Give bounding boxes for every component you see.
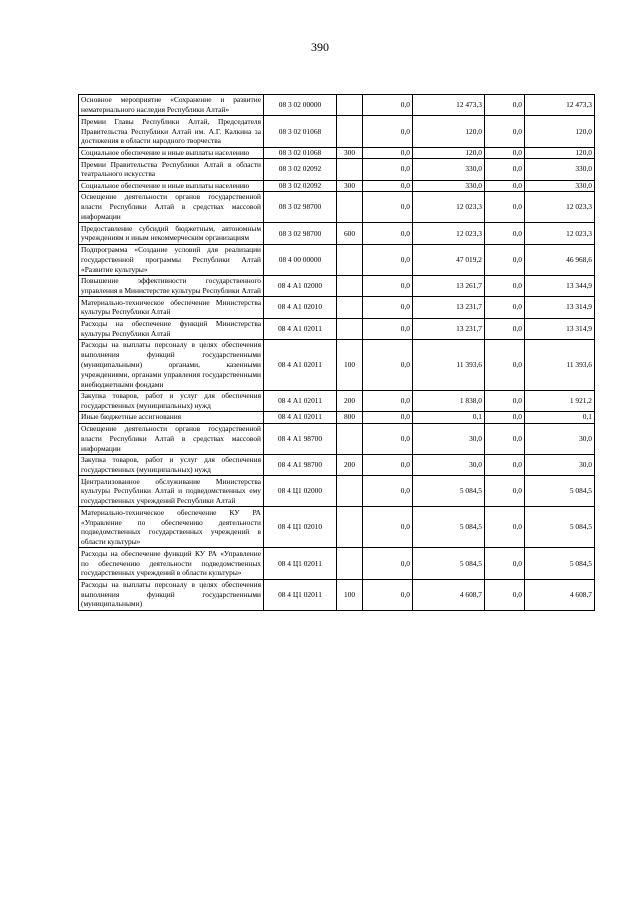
table-row	[79, 454, 595, 475]
amount-cell-2: 1 838,0	[413, 390, 485, 411]
page-number: 390	[311, 40, 329, 54]
amount-cell-2: 12 473,3	[413, 95, 485, 116]
amount-cell-3: 0,0	[485, 548, 525, 579]
expense-name-cell: Социальное обеспечение и иные выплаты населению	[79, 180, 264, 192]
expense-name-cell: Централизованное обслуживание Министерства культуры Республики Алтай и подведомственных ему государственных учреждений Республики Алтай	[79, 476, 264, 507]
target-article-code-cell: 08 4 А1 02011	[264, 339, 337, 390]
expense-type-code-cell	[337, 548, 363, 579]
amount-cell-1: 0,0	[363, 454, 413, 475]
amount-cell-1: 0,0	[363, 159, 413, 180]
expense-type-code-cell: 300	[337, 147, 363, 159]
amount-cell-3: 0,0	[485, 275, 525, 296]
amount-cell-3: 0,0	[485, 192, 525, 223]
expense-type-code-cell	[337, 159, 363, 180]
expense-type-code-cell	[337, 476, 363, 507]
amount-cell-1: 0,0	[363, 318, 413, 339]
amount-cell-3: 0,0	[485, 223, 525, 244]
amount-cell-4: 1 921,2	[525, 390, 595, 411]
table-row	[79, 390, 595, 411]
budget-table	[78, 94, 595, 611]
target-article-code-cell: 08 4 А1 02011	[264, 390, 337, 411]
amount-cell-1: 0,0	[363, 548, 413, 579]
target-article-code-cell: 08 3 02 98700	[264, 192, 337, 223]
amount-cell-1: 0,0	[363, 507, 413, 548]
amount-cell-4: 330,0	[525, 159, 595, 180]
target-article-code-cell: 08 3 02 00000	[264, 95, 337, 116]
amount-cell-4: 5 084,5	[525, 507, 595, 548]
table-row	[79, 412, 595, 424]
expense-type-code-cell: 800	[337, 412, 363, 424]
target-article-code-cell: 08 4 А1 98700	[264, 423, 337, 454]
expense-type-code-cell: 600	[337, 223, 363, 244]
target-article-code-cell: 08 4 Ц1 02000	[264, 476, 337, 507]
expense-type-code-cell	[337, 423, 363, 454]
amount-cell-1: 0,0	[363, 223, 413, 244]
target-article-code-cell: 08 3 02 01068	[264, 116, 337, 147]
expense-name-cell: Подпрограмма «Создание условий для реализации государственной программы Республики Алтай «Развитие культуры»	[79, 244, 264, 275]
amount-cell-1: 0,0	[363, 180, 413, 192]
expense-name-cell: Материально-техническое обеспечение Министерства культуры Республики Алтай	[79, 297, 264, 318]
amount-cell-2: 13 231,7	[413, 297, 485, 318]
expense-type-code-cell	[337, 297, 363, 318]
expense-name-cell: Иные бюджетные ассигнования	[79, 412, 264, 424]
expense-name-cell: Расходы на обеспечение функций Министерства культуры Республики Алтай	[79, 318, 264, 339]
amount-cell-4: 30,0	[525, 423, 595, 454]
table-row	[79, 275, 595, 296]
expense-type-code-cell	[337, 318, 363, 339]
amount-cell-4: 120,0	[525, 147, 595, 159]
expense-type-code-cell: 300	[337, 180, 363, 192]
target-article-code-cell: 08 4 Ц1 02011	[264, 548, 337, 579]
table-row	[79, 548, 595, 579]
amount-cell-2: 4 608,7	[413, 579, 485, 610]
table-row	[79, 244, 595, 275]
expense-type-code-cell: 100	[337, 579, 363, 610]
expense-name-cell: Расходы на выплаты персоналу в целях обеспечения выполнения функций государственными (муниципальными) органами, казенными учреждениями, органами управления государственными внебюджетными фондами	[79, 339, 264, 390]
amount-cell-1: 0,0	[363, 339, 413, 390]
amount-cell-4: 46 968,6	[525, 244, 595, 275]
table-row	[79, 192, 595, 223]
amount-cell-4: 4 608,7	[525, 579, 595, 610]
target-article-code-cell: 08 4 Ц1 02011	[264, 579, 337, 610]
table-row	[79, 297, 595, 318]
amount-cell-3: 0,0	[485, 297, 525, 318]
amount-cell-1: 0,0	[363, 244, 413, 275]
amount-cell-3: 0,0	[485, 180, 525, 192]
amount-cell-4: 5 084,5	[525, 548, 595, 579]
expense-name-cell: Освещение деятельности органов государственной власти Республики Алтай в средствах массовой информации	[79, 423, 264, 454]
amount-cell-2: 12 023,3	[413, 192, 485, 223]
table-row	[79, 116, 595, 147]
amount-cell-3: 0,0	[485, 159, 525, 180]
amount-cell-1: 0,0	[363, 275, 413, 296]
amount-cell-1: 0,0	[363, 192, 413, 223]
table-row	[79, 159, 595, 180]
target-article-code-cell: 08 4 Ц1 02010	[264, 507, 337, 548]
amount-cell-1: 0,0	[363, 116, 413, 147]
expense-name-cell: Материально-техническое обеспечение КУ РА «Управление по обеспечению деятельности подведомственных государственных учреждений в области культуры»	[79, 507, 264, 548]
budget-table-body	[79, 95, 595, 611]
amount-cell-4: 120,0	[525, 116, 595, 147]
expense-type-code-cell	[337, 244, 363, 275]
amount-cell-4: 12 023,3	[525, 192, 595, 223]
expense-name-cell: Расходы на выплаты персоналу в целях обеспечения выполнения функций государственными (муниципальными)	[79, 579, 264, 610]
amount-cell-4: 330,0	[525, 180, 595, 192]
table-row	[79, 147, 595, 159]
amount-cell-1: 0,0	[363, 297, 413, 318]
amount-cell-2: 120,0	[413, 147, 485, 159]
amount-cell-1: 0,0	[363, 412, 413, 424]
amount-cell-3: 0,0	[485, 339, 525, 390]
amount-cell-4: 5 084,5	[525, 476, 595, 507]
amount-cell-4: 30,0	[525, 454, 595, 475]
expense-type-code-cell: 100	[337, 339, 363, 390]
target-article-code-cell: 08 3 02 02092	[264, 180, 337, 192]
expense-name-cell: Закупка товаров, работ и услуг для обеспечения государственных (муниципальных) нужд	[79, 454, 264, 475]
amount-cell-2: 120,0	[413, 116, 485, 147]
expense-type-code-cell	[337, 116, 363, 147]
expense-name-cell: Закупка товаров, работ и услуг для обеспечения государственных (муниципальных) нужд	[79, 390, 264, 411]
table-row	[79, 579, 595, 610]
amount-cell-2: 12 023,3	[413, 223, 485, 244]
amount-cell-4: 13 314,9	[525, 297, 595, 318]
amount-cell-1: 0,0	[363, 95, 413, 116]
amount-cell-2: 0,1	[413, 412, 485, 424]
amount-cell-4: 13 344,9	[525, 275, 595, 296]
target-article-code-cell: 08 4 А1 02011	[264, 318, 337, 339]
amount-cell-2: 5 084,5	[413, 476, 485, 507]
amount-cell-4: 13 314,9	[525, 318, 595, 339]
target-article-code-cell: 08 4 А1 02011	[264, 412, 337, 424]
table-row	[79, 318, 595, 339]
target-article-code-cell: 08 3 02 01068	[264, 147, 337, 159]
amount-cell-4: 12 473,3	[525, 95, 595, 116]
expense-type-code-cell: 200	[337, 390, 363, 411]
amount-cell-2: 47 019,2	[413, 244, 485, 275]
amount-cell-1: 0,0	[363, 390, 413, 411]
table-row	[79, 223, 595, 244]
amount-cell-2: 13 231,7	[413, 318, 485, 339]
table-row	[79, 95, 595, 116]
amount-cell-4: 12 023,3	[525, 223, 595, 244]
target-article-code-cell: 08 3 02 02092	[264, 159, 337, 180]
expense-name-cell: Премии Главы Республики Алтай, Председателя Правительства Республики Алтай им. А.Г. Калкина за достижения в области народного творчества	[79, 116, 264, 147]
amount-cell-3: 0,0	[485, 579, 525, 610]
amount-cell-3: 0,0	[485, 507, 525, 548]
amount-cell-2: 30,0	[413, 454, 485, 475]
amount-cell-3: 0,0	[485, 147, 525, 159]
table-row	[79, 339, 595, 390]
expense-type-code-cell	[337, 95, 363, 116]
amount-cell-3: 0,0	[485, 244, 525, 275]
expense-name-cell: Основное мероприятие «Сохранение и развитие нематериального наследия Республики Алтай»	[79, 95, 264, 116]
target-article-code-cell: 08 3 02 98700	[264, 223, 337, 244]
target-article-code-cell: 08 4 А1 02010	[264, 297, 337, 318]
amount-cell-3: 0,0	[485, 390, 525, 411]
amount-cell-3: 0,0	[485, 318, 525, 339]
table-row	[79, 507, 595, 548]
expense-type-code-cell	[337, 192, 363, 223]
table-row	[79, 180, 595, 192]
amount-cell-2: 11 393,6	[413, 339, 485, 390]
expense-name-cell: Премии Правительства Республики Алтай в области театрального искусства	[79, 159, 264, 180]
amount-cell-3: 0,0	[485, 95, 525, 116]
amount-cell-1: 0,0	[363, 423, 413, 454]
amount-cell-2: 5 084,5	[413, 507, 485, 548]
amount-cell-2: 330,0	[413, 159, 485, 180]
target-article-code-cell: 08 4 А1 02000	[264, 275, 337, 296]
table-row	[79, 476, 595, 507]
expense-name-cell: Социальное обеспечение и иные выплаты населению	[79, 147, 264, 159]
expense-name-cell: Освещение деятельности органов государственной власти Республики Алтай в средствах массовой информации	[79, 192, 264, 223]
expense-name-cell: Предоставление субсидий бюджетным, автономным учреждениям и иным некоммерческим организациям	[79, 223, 264, 244]
target-article-code-cell: 08 4 А1 98700	[264, 454, 337, 475]
amount-cell-2: 30,0	[413, 423, 485, 454]
target-article-code-cell: 08 4 00 00000	[264, 244, 337, 275]
amount-cell-3: 0,0	[485, 412, 525, 424]
amount-cell-2: 330,0	[413, 180, 485, 192]
expense-name-cell: Повышение эффективности государственного управления в Министерстве культуры Республики Алтай	[79, 275, 264, 296]
amount-cell-4: 0,1	[525, 412, 595, 424]
amount-cell-4: 11 393,6	[525, 339, 595, 390]
table-row	[79, 423, 595, 454]
expense-type-code-cell	[337, 507, 363, 548]
amount-cell-3: 0,0	[485, 116, 525, 147]
amount-cell-1: 0,0	[363, 476, 413, 507]
amount-cell-3: 0,0	[485, 454, 525, 475]
expense-name-cell: Расходы на обеспечение функций КУ РА «Управление по обеспечению деятельности подведомственных государственных учреждений в области культуры»	[79, 548, 264, 579]
amount-cell-1: 0,0	[363, 147, 413, 159]
amount-cell-2: 13 261,7	[413, 275, 485, 296]
expense-type-code-cell	[337, 275, 363, 296]
amount-cell-3: 0,0	[485, 476, 525, 507]
amount-cell-1: 0,0	[363, 579, 413, 610]
amount-cell-2: 5 084,5	[413, 548, 485, 579]
amount-cell-3: 0,0	[485, 423, 525, 454]
expense-type-code-cell: 200	[337, 454, 363, 475]
